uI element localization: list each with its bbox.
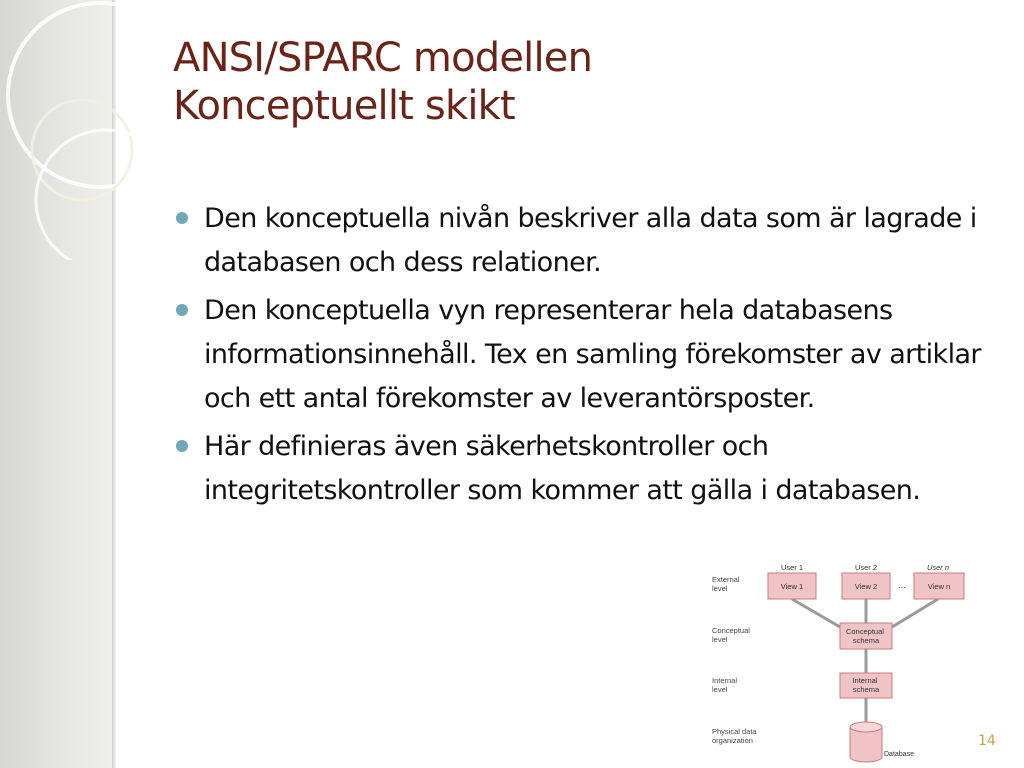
bullet-list xyxy=(176,197,986,517)
level-label-physical: Physical data organization xyxy=(712,727,757,745)
level-label-external: External level xyxy=(712,575,740,593)
internal-schema-box xyxy=(840,673,892,698)
slide-title xyxy=(173,34,592,130)
conceptual-schema-label: Conceptual schema xyxy=(845,627,884,645)
page-number: 14 xyxy=(978,733,996,749)
view-box-1 xyxy=(768,573,816,599)
bullet-dot-icon xyxy=(176,304,188,316)
bullet-text: Den konceptuella vyn representerar hela databasens informationsinnehåll. Tex en samling förekomster av artiklar och ett antal förekomster av leverantörsposter. xyxy=(204,295,981,414)
bullet-item xyxy=(176,289,986,421)
connector-viewn-schema xyxy=(892,599,938,627)
bullet-dot-icon xyxy=(176,212,188,224)
ellipsis-text: ... xyxy=(897,580,907,591)
view-label-2: View 2 xyxy=(854,582,878,591)
bullet-dot-icon xyxy=(176,440,188,452)
view-label-n: View n xyxy=(927,582,951,591)
bullet-item xyxy=(176,425,986,513)
ansi-sparc-diagram xyxy=(700,560,990,765)
database-cylinder-icon xyxy=(850,722,882,762)
view-box-n xyxy=(914,573,964,599)
view-box-2 xyxy=(842,573,890,599)
user-label-1: User 1 xyxy=(780,563,804,572)
conceptual-schema-box xyxy=(840,623,892,649)
connector-view1-schema xyxy=(792,599,840,627)
decorative-circles xyxy=(0,0,150,260)
bullet-text: Här definieras även säkerhetskontroller och integritetskontroller som kommer att gälla i databasen. xyxy=(204,431,921,506)
connector-lines xyxy=(792,599,938,723)
bullet-text: Den konceptuella nivån beskriver alla data som är lagrade i databasen och dess relationer. xyxy=(204,203,977,278)
user-label-2: User 2 xyxy=(854,563,878,572)
view-label-1: View 1 xyxy=(780,582,804,591)
slide-title-line-2: Konceptuellt skikt xyxy=(173,83,515,129)
user-label-n: User n xyxy=(926,563,950,572)
level-label-conceptual: Conceptual level xyxy=(712,626,750,644)
slide-title-line-1: ANSI/SPARC modellen xyxy=(173,35,593,81)
bullet-item xyxy=(176,197,986,285)
level-label-internal: Internal level xyxy=(712,676,738,694)
database-label: Database xyxy=(884,751,914,758)
internal-schema-label: Internal schema xyxy=(852,676,880,694)
